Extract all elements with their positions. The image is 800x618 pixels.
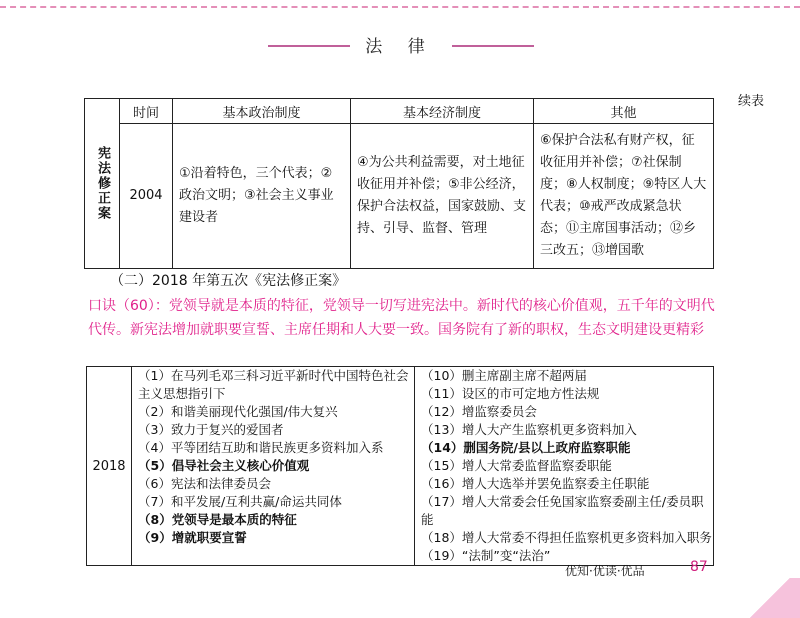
list-item: （2）和谐美丽现代化强国/伟大复兴 xyxy=(138,404,338,419)
section-label: 宪法修正案 xyxy=(85,99,120,269)
list-item: （16）增人大选举并罢免监察委主任职能 xyxy=(421,476,650,491)
right-items xyxy=(415,367,714,566)
amendment-table-2018 xyxy=(86,366,714,566)
row-year: 2004 xyxy=(120,124,173,269)
year-2018: 2018 xyxy=(87,367,132,566)
mnemonic-text: 口诀（60）：党领导就是本质的特征，党领导一切写进宪法中。新时代的核心价值观，五千年的文明代代传。新宪法增加就职要宣誓、主席任期和人大要一致。国务院有了新的职权，生态文明建设更精彩 xyxy=(88,298,715,338)
list-item: （9）增就职要宣誓 xyxy=(138,530,247,545)
col-header-other: 其他 xyxy=(534,99,714,124)
list-item: （4）平等团结互助和谐民族更多资料加入系 xyxy=(138,440,384,455)
political-cell: ①沿着特色，三个代表；②政治文明；③社会主义事业建设者 xyxy=(173,124,351,269)
list-item: （18）增人大常委不得担任监察机更多资料加入职务 xyxy=(421,530,712,545)
col-header-time: 时间 xyxy=(120,99,173,124)
left-items xyxy=(132,367,415,566)
list-item: （1）在马列毛邓三科习近平新时代中国特色社会主义思想指引下 xyxy=(138,368,409,401)
corner-decoration xyxy=(740,578,800,618)
list-item: （17）增人大常委会任免国家监察委副主任/委员职能 xyxy=(421,494,704,527)
list-item: （14）删国务院/县以上政府监察职能 xyxy=(421,440,631,455)
section-2-title: （二）2018 年第五次《宪法修正案》 xyxy=(110,273,347,289)
economic-cell: ④为公共利益需要，对土地征收征用并补偿；⑤非公经济，保护合法权益，国家鼓励、支持、引导、监督、管理 xyxy=(351,124,534,269)
list-item: （3）致力于复兴的爱国者 xyxy=(138,422,284,437)
list-item: （11）设区的市可定地方性法规 xyxy=(421,386,600,401)
list-item: （8）党领导是最本质的特征 xyxy=(138,512,297,527)
top-dashed-border xyxy=(0,6,800,8)
list-item: （7）和平发展/互利共赢/命运共同体 xyxy=(138,494,342,509)
list-item: （13）增人大产生监察机更多资料加入 xyxy=(421,422,637,437)
list-item: （19）“法制”变“法治” xyxy=(421,548,551,563)
list-item: （12）增监察委员会 xyxy=(421,404,537,419)
list-item: （10）删主席副主席不超两届 xyxy=(421,368,587,383)
list-item: （5）倡导社会主义核心价值观 xyxy=(138,458,310,473)
page-number: 87 xyxy=(690,559,708,575)
list-item: （6）宪法和法律委员会 xyxy=(138,476,271,491)
header-rule-right xyxy=(452,45,534,47)
other-cell: ⑥保护合法私有财产权，征收征用并补偿；⑦社保制度；⑧人权制度；⑨特区人大代表；⑩戒严改成紧急状态；⑪主席国事活动；⑫乡三改五；⑬增国歌 xyxy=(534,124,714,269)
col-header-economic: 基本经济制度 xyxy=(351,99,534,124)
footer-brand: 优知·优读·优品 xyxy=(565,564,645,578)
header-rule-left xyxy=(268,45,350,47)
continued-label: 续表 xyxy=(737,94,764,109)
col-header-political: 基本政治制度 xyxy=(173,99,351,124)
page-header-title: 法 律 xyxy=(365,37,435,57)
list-item: （15）增人大常委监督监察委职能 xyxy=(421,458,612,473)
amendment-table-2004 xyxy=(84,98,714,269)
